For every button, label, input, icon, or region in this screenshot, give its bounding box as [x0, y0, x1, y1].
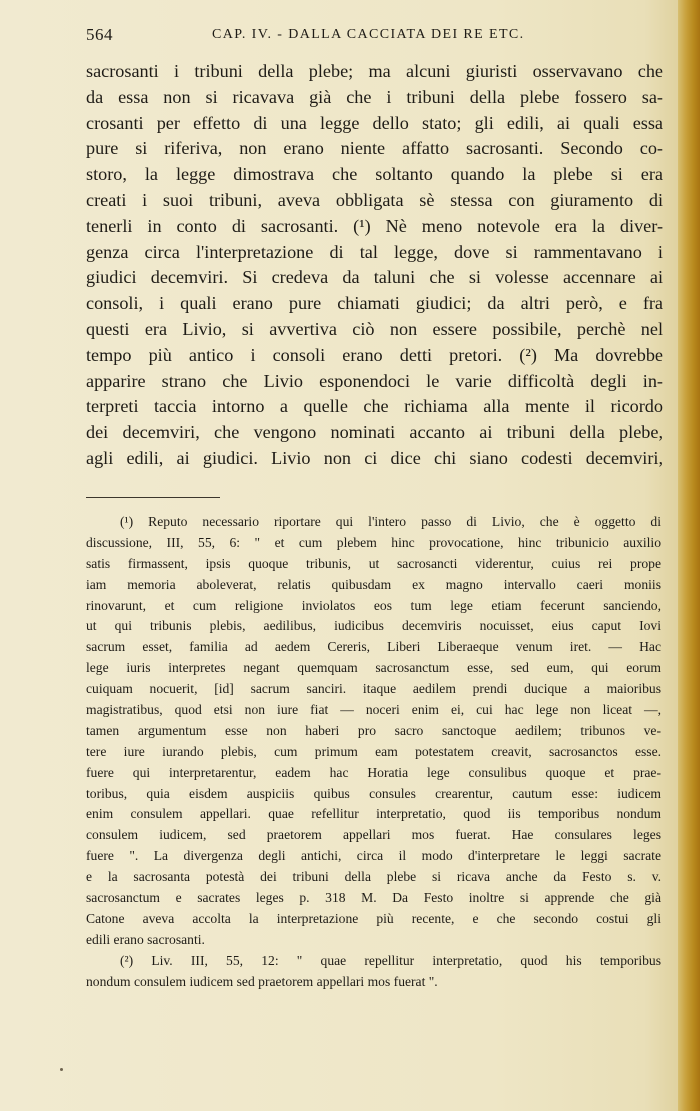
- footnote-line: (¹) Reputo necessario riportare qui l'intero passo di Livio, che è oggetto di: [120, 514, 661, 529]
- footnote-line: discussione, III, 55, 6: " et cum plebem hinc provocatione, hinc tribunicio auxilio: [86, 534, 661, 550]
- footnote-line: magistratibus, quod etsi non iure fiat — noceri enim ei, cui hac lege non liceat —,: [86, 702, 661, 718]
- text-line: tenerli in conto di sacrosanti. (¹) Nè meno notevole era la diver-: [86, 215, 663, 236]
- page-number: 564: [86, 25, 113, 44]
- footnote-line: iam memoria aboleverat, relatis quibusdam ex magno intervallo caeri moniis: [86, 576, 661, 592]
- footnote-line: (²) Liv. III, 55, 12: " quae repellitur interpretatio, quod his temporibus: [120, 952, 661, 968]
- text-line: crosanti per effetto di una legge dello stato; gli edili, ai quali essa: [86, 112, 663, 133]
- text-line: terpreti taccia intorno a quelle che richiama alla mente il ricordo: [86, 396, 663, 417]
- book-spine-edge: [678, 0, 700, 1111]
- text-line: da essa non si ricavava già che i tribuni della plebe fossero sa-: [86, 86, 663, 107]
- main-text: [86, 59, 663, 472]
- footnote-line: cuiquam nocuerit, [id] sacrum sanciri. itaque aedilem prendi ducique a maioribus: [86, 681, 661, 697]
- footnote-line: satis firmassent, ipsis quoque tribunis, ut sacrosancti viderentur, cuius rei prope: [86, 555, 661, 571]
- footnote-line: Catone aveva accolta la interpretazione più recente, e che secondo costui gli: [86, 910, 661, 926]
- text-line: apparire strano che Livio esponendoci le varie difficoltà degli in-: [86, 370, 663, 391]
- text-line: tempo più antico i consoli erano detti pretori. (²) Ma dovrebbe: [86, 344, 663, 365]
- footnote-line: fuere ". La divergenza degli antichi, circa il modo d'interpretare le leggi sacrate: [86, 848, 661, 864]
- footnote-line: rinovarunt, et cum religione inviolatos eos tum lege etiam fecerunt sanciendo,: [86, 597, 661, 613]
- text-line: creati i suoi tribuni, aveva obbligata sè stessa con giuramento di: [86, 189, 663, 210]
- footnotes: [86, 512, 661, 992]
- footnote-line: edili erano sacrosanti.: [86, 931, 205, 947]
- text-line: agli edili, ai giudici. Livio non ci dice chi siano codesti decemviri,: [86, 447, 663, 468]
- text-line: consoli, i quali erano pure chiamati giudici; da altri però, e fra: [86, 293, 663, 314]
- footnote-line: enim consulem appellari. quae refellitur interpretatio, quod iis temporibus nondum: [86, 806, 661, 822]
- footnote-1: [86, 512, 661, 951]
- footnote-divider: [86, 497, 220, 498]
- footnote-line: e la sacrosanta potestà dei tribuni della plebe si ricava anche da Festo s. v.: [86, 869, 661, 885]
- text-line: dei decemviri, che vengono nominati accanto ai tribuni della plebe,: [86, 422, 663, 443]
- footnote-line: nondum consulem iudicem sed praetorem appellari mos fuerat ".: [86, 973, 438, 989]
- footnote-2: [86, 951, 661, 993]
- footnote-line: tere iure iurando plebis, cum primum eam potestatem creavit, sacrosanctos esse.: [86, 743, 661, 759]
- page-speck: [60, 1068, 63, 1071]
- footnote-line: fuere qui interpretarentur, eadem hac Horatia lege consulibus quoque et prae-: [86, 764, 661, 780]
- footnote-line: sacrosanctum e sacrates leges p. 318 M. Da Festo inoltre si apprende che già: [86, 890, 661, 906]
- footnote-line: ut qui tribunis plebis, aedilibus, iudicibus decemviris nocuisset, eius caput Iovi: [86, 618, 661, 634]
- text-line: sacrosanti i tribuni della plebe; ma alcuni giuristi osservavano che: [86, 61, 663, 81]
- footnote-line: tamen argumentum esse non haberi pro sacro sanctoque aedilem; tribunos ve-: [86, 722, 661, 738]
- text-line: giudici decemviri. Si credeva da taluni che si volesse accennare ai: [86, 267, 663, 288]
- page-header: [86, 25, 661, 47]
- footnote-line: lege iuris interpretes negant quemquam sacrosanctum esse, sed eum, qui eorum: [86, 660, 661, 676]
- footnote-line: toribus, quia eisdem auspiciis quibus consules crearentur, cautum esse: iudicem: [86, 785, 661, 801]
- text-line: questi era Livio, si avvertiva ciò non essere possibile, perchè nel: [86, 318, 663, 339]
- text-line: genza circa l'interpretazione di tal legge, dove si rammentavano i: [86, 241, 663, 262]
- text-line: storo, la legge dimostrava che soltanto quando la plebe si era: [86, 164, 663, 185]
- footnote-line: consulem iudicem, sed praetorem appellari mos fuerat. Hae consulares leges: [86, 827, 661, 843]
- text-line: pure si riferiva, non erano niente affatto sacrosanti. Secondo co-: [86, 138, 663, 159]
- footnote-line: sacrum esset, familia ad aedem Cereris, Liberi Liberaeque venum iret. — Hac: [86, 639, 661, 655]
- running-head: CAP. IV. - DALLA CACCIATA DEI RE ETC.: [212, 27, 525, 42]
